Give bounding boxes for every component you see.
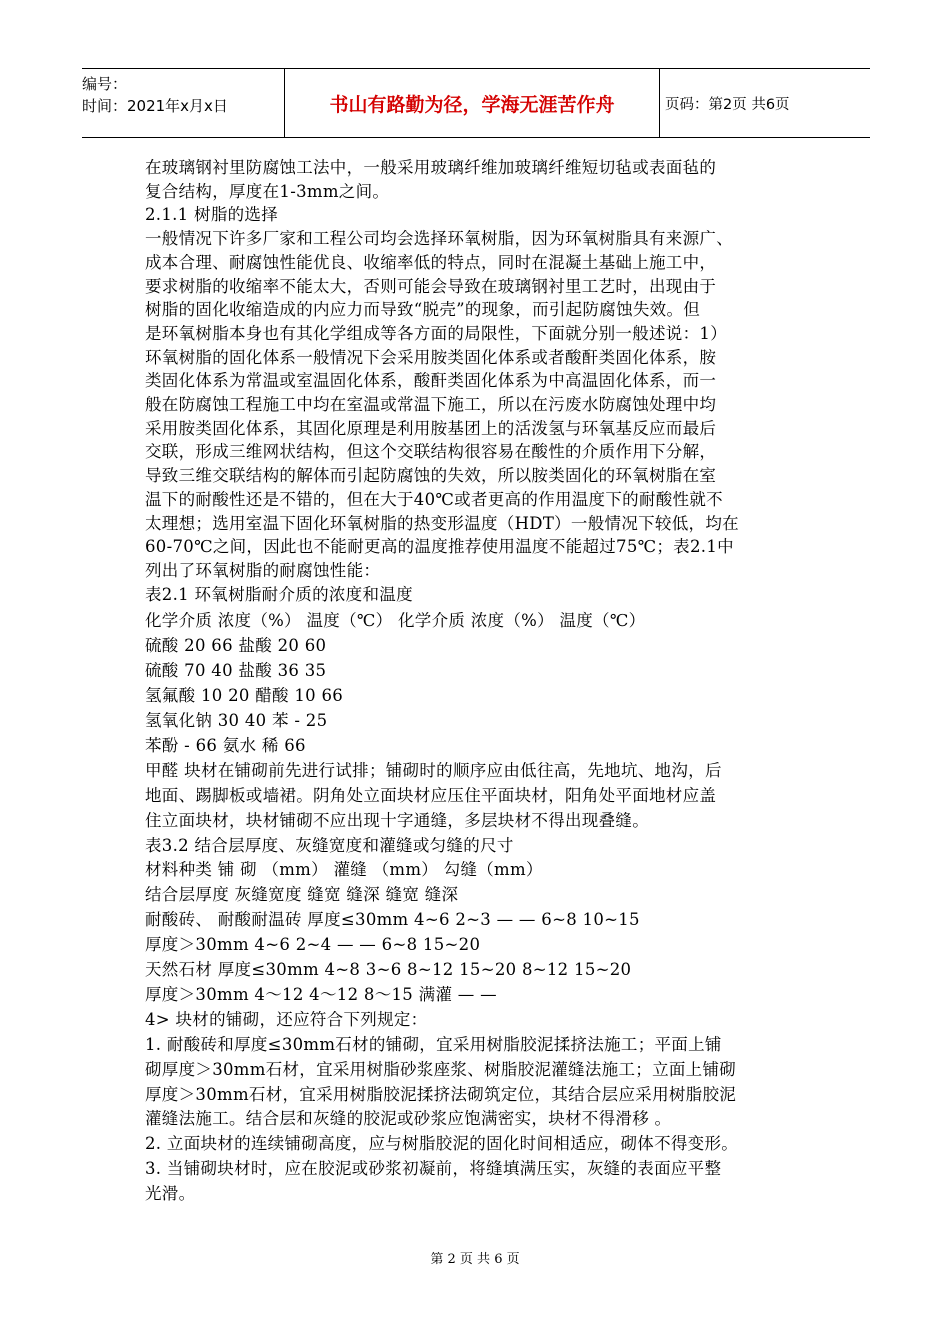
table-header-row: 结合层厚度 灰缝宽度 缝宽 缝深 缝宽 缝深 — [145, 885, 459, 905]
text-line: 要求树脂的收缩率不能太大，否则可能会导致在玻璃钢衬里工艺时，出现由于 — [145, 276, 717, 296]
header-page-cell — [659, 69, 870, 137]
table-row: 氢氧化钠 30 40 苯 - 25 — [145, 710, 328, 730]
list-item: 2. 立面块材的连续铺砌高度，应与树脂胶泥的固化时间相适应，砌体不得变形。 — [145, 1134, 739, 1154]
serial-number-label: 编号： — [82, 75, 128, 93]
table-row: 耐酸砖、 耐酸耐温砖 厚度≤30mm 4~6 2~3 — — 6~8 10~15 — [145, 910, 640, 930]
time-label: 时间：2021年x月x日 — [82, 97, 228, 115]
list-item: 光滑。 — [145, 1184, 196, 1204]
text-line: 交联，形成三维网状结构，但这个交联结构很容易在酸性的介质作用下分解， — [145, 442, 717, 462]
list-item: 3. 当铺砌块材时，应在胶泥或砂浆初凝前，将缝填满压实，灰缝的表面应平整 — [145, 1159, 722, 1179]
text-line: 复合结构，厚度在1-3mm之间。 — [145, 181, 390, 201]
table-row: 苯酚 - 66 氨水 稀 66 — [145, 735, 306, 755]
text-line: 是环氧树脂本身也有其化学组成等各方面的局限性，下面就分别一般述说：1） — [145, 323, 727, 343]
list-item: 砌厚度＞30mm石材，宜采用树脂砂浆座浆、树脂胶泥灌缝法施工；立面上铺砌 — [145, 1059, 737, 1079]
document-body — [145, 156, 825, 1207]
text-line: 温下的耐酸性还是不错的，但在大于40℃或者更高的作用温度下的耐酸性就不 — [145, 489, 723, 509]
paragraph-block — [145, 156, 825, 606]
table-header-row: 化学介质 浓度（%） 温度（℃） 化学介质 浓度（%） 温度（℃） — [145, 611, 646, 631]
motto-text: 书山有路勤为径，学海无涯苦作舟 — [329, 93, 615, 116]
header-meta — [82, 69, 284, 137]
table-row: 硫酸 20 66 盐酸 20 60 — [145, 636, 327, 656]
table-row: 厚度＞30mm 4～12 4～12 8～15 满灌 — — — [145, 984, 497, 1004]
list-item: 厚度＞30mm石材，宜采用树脂胶泥揉挤法砌筑定位，其结合层应采用树脂胶泥 — [145, 1084, 737, 1104]
table-caption: 表3.2 结合层厚度、灰缝宽度和灌缝或匀缝的尺寸 — [145, 835, 514, 855]
list-heading: 4> 块材的铺砌，还应符合下列规定： — [145, 1009, 428, 1029]
text-line: 般在防腐蚀工程施工中均在室温或常温下施工，所以在污废水防腐蚀处理中均 — [145, 395, 717, 415]
list-item: 1. 耐酸砖和厚度≤30mm石材的铺砌，宜采用树脂胶泥揉挤法施工；平面上铺 — [145, 1034, 722, 1054]
list-item: 灌缝法施工。结合层和灰缝的胶泥或砂浆应饱满密实，块材不得滑移 。 — [145, 1109, 672, 1129]
table-row: 氢氟酸 10 20 醋酸 10 66 — [145, 686, 344, 706]
page-header — [82, 68, 870, 138]
page-number-label: 页码：第2页 共6页 — [665, 96, 790, 113]
table-row: 硫酸 70 40 盐酸 36 35 — [145, 661, 327, 681]
text-line: 环氧树脂的固化体系一般情况下会采用胺类固化体系或者酸酐类固化体系，胺 — [145, 347, 717, 367]
text-line: 采用胺类固化体系，其固化原理是利用胺基团上的活泼氢与环氧基反应而最后 — [145, 418, 717, 438]
table-caption: 表2.1 环氧树脂耐介质的浓度和温度 — [145, 584, 413, 604]
text-line: 类固化体系为常温或室温固化体系，酸酐类固化体系为中高温固化体系，而一 — [145, 371, 717, 391]
text-line: 一般情况下许多厂家和工程公司均会选择环氧树脂，因为环氧树脂具有来源广、 — [145, 229, 733, 249]
text-line: 甲醛 块材在铺砌前先进行试排；铺砌时的顺序应由低往高，先地坑、地沟，后 — [145, 760, 722, 780]
header-motto-cell — [284, 69, 660, 137]
text-line: 60-70℃之间，因此也不能耐更高的温度推荐使用温度不能超过75℃；表2.1中 — [145, 537, 734, 557]
text-line: 在玻璃钢衬里防腐蚀工法中，一般采用玻璃纤维加玻璃纤维短切毡或表面毡的 — [145, 158, 717, 177]
text-line: 地面、踢脚板或墙裙。阴角处立面块材应压住平面块材，阳角处平面地材应盖 — [145, 785, 717, 805]
page-footer: 第 2 页 共 6 页 — [430, 1252, 520, 1267]
text-line: 住立面块材，块材铺砌不应出现十字通缝，多层块材不得出现叠缝。 — [145, 810, 649, 830]
text-line: 树脂的固化收缩造成的内应力而导致“脱壳”的现象，而引起防腐蚀失效。但 — [145, 300, 701, 320]
table-header-row: 材料种类 铺 砌 （mm） 灌缝 （mm） 勾缝（mm） — [145, 860, 543, 880]
text-line: 列出了环氧树脂的耐腐蚀性能： — [145, 560, 381, 580]
table-row: 厚度＞30mm 4~6 2~4 — — 6~8 15~20 — [145, 935, 481, 955]
text-line: 成本合理、耐腐蚀性能优良、收缩率低的特点，同时在混凝土基础上施工中， — [145, 252, 717, 272]
section-heading: 2.1.1 树脂的选择 — [145, 205, 279, 225]
text-line: 导致三维交联结构的解体而引起防腐蚀的失效，所以胺类固化的环氧树脂在室 — [145, 466, 717, 486]
text-line: 太理想；选用室温下固化环氧树脂的热变形温度（HDT）一般情况下较低，均在 — [145, 513, 739, 533]
table-block — [145, 609, 825, 1207]
table-row: 天然石材 厚度≤30mm 4~8 3~6 8~12 15~20 8~12 15~20 — [145, 960, 632, 980]
